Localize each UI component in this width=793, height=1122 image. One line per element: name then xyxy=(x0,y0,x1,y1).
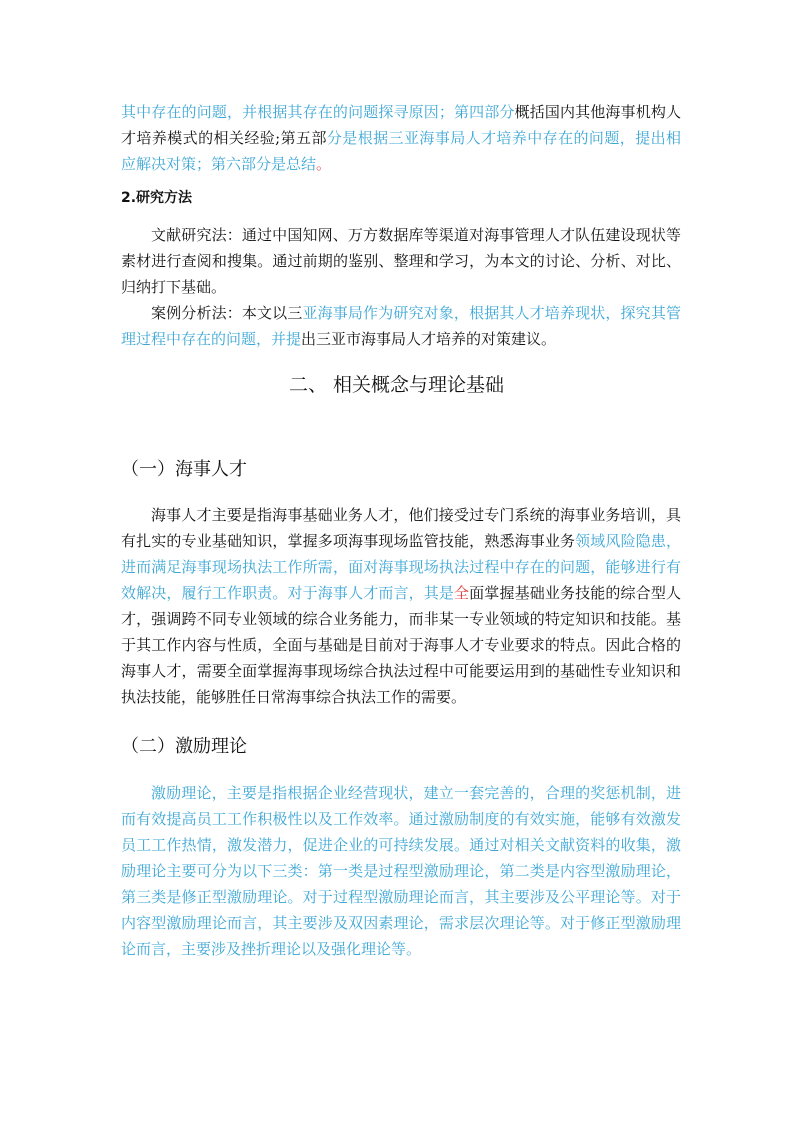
research-method-heading: 2.研究方法 xyxy=(121,190,193,206)
case-text-black-1: 案例分析法：本文以三 xyxy=(151,304,303,322)
chapter-heading: 二、 相关概念与理论基础 xyxy=(288,374,505,396)
intro-text-blue-1: 其中存在的问题，并根据其存在的问题探寻原因；第四部分 xyxy=(121,103,515,121)
talent-text-black-1: 海事人才主要是指海事基础业务人才，他们接受过专门系统的海事业务培训，具有扎实的专业基础知识，掌握多项海事现场监管技能，熟悉海事业务 xyxy=(121,506,681,550)
section-heading-maritime-talent: （一）海事人才 xyxy=(121,459,247,480)
intro-paragraph xyxy=(121,99,681,177)
talent-text-blue: 领域风险隐患，进而满足海事现场执法工作所需，面对海事现场执法过程中存在的问题，能够进行有效解决，履行工作职责。对于海事人才而言，其是 xyxy=(121,532,681,602)
intro-text-red: 。 xyxy=(316,155,332,173)
section-heading-incentive-theory: （二）激励理论 xyxy=(121,736,247,757)
incentive-theory-paragraph: 激励理论，主要是指根据企业经营现状，建立一套完善的，合理的奖惩机制，进而有效提高员工工作积极性以及工作效率。通过激励制度的有效实施，能够有效激发员工工作热情，激发潜力，促进企业的可持续发展。通过对相关文献资料的收集，激励理论主要可分为以下三类：第一类是过程型激励理论，第二类是内容型激励理论，第三类是修正型激励理论。对于过程型激励理论而言，其主要涉及公平理论等。对于内容型激励理论而言，其主要涉及双因素理论，需求层次理论等。对于修正型激励理论而言，主要涉及挫折理论以及强化理论等。 xyxy=(121,784,681,958)
intro-text-blue-2: 分是根据三亚海事局人才培养中存在的问题，提出相应解决对策；第六部分是总结 xyxy=(121,129,681,173)
case-text-blue: 亚海事局作为研究对象，根据其人才培养现状，探究其管理过程中存在的问题，并提 xyxy=(121,304,681,348)
intro-text-black-2: ;第五部 xyxy=(275,129,327,147)
case-text-black-2: 出三亚市海事局人才培养的对策建议。 xyxy=(301,330,557,348)
intro-text-black-1: 概括国内其他海事机构人才培养模式的相关经验 xyxy=(121,103,681,147)
literature-method-paragraph: 文献研究法：通过中国知网、万方数据库等渠道对海事管理人才队伍建设现状等素材进行查阅和搜集。通过前期的鉴别、整理和学习，为本文的讨论、分析、对比、归纳打下基础。 xyxy=(121,226,681,296)
maritime-talent-paragraph xyxy=(121,502,681,710)
talent-text-black-2: 面掌握基础业务技能的综合型人才，强调跨不同专业领域的综合业务能力，而非某一专业领域的特定知识和技能。基于其工作内容与性质，全面与基础是目前对于海事人才专业要求的特点。因此合格的海事人才，需要全面掌握海事现场综合执法过程中可能要运用到的基础性专业知识和执法技能，能够胜任日常海事综合执法工作的需要。 xyxy=(121,584,681,706)
talent-text-red: 全 xyxy=(454,584,470,602)
case-method-paragraph xyxy=(121,300,681,352)
